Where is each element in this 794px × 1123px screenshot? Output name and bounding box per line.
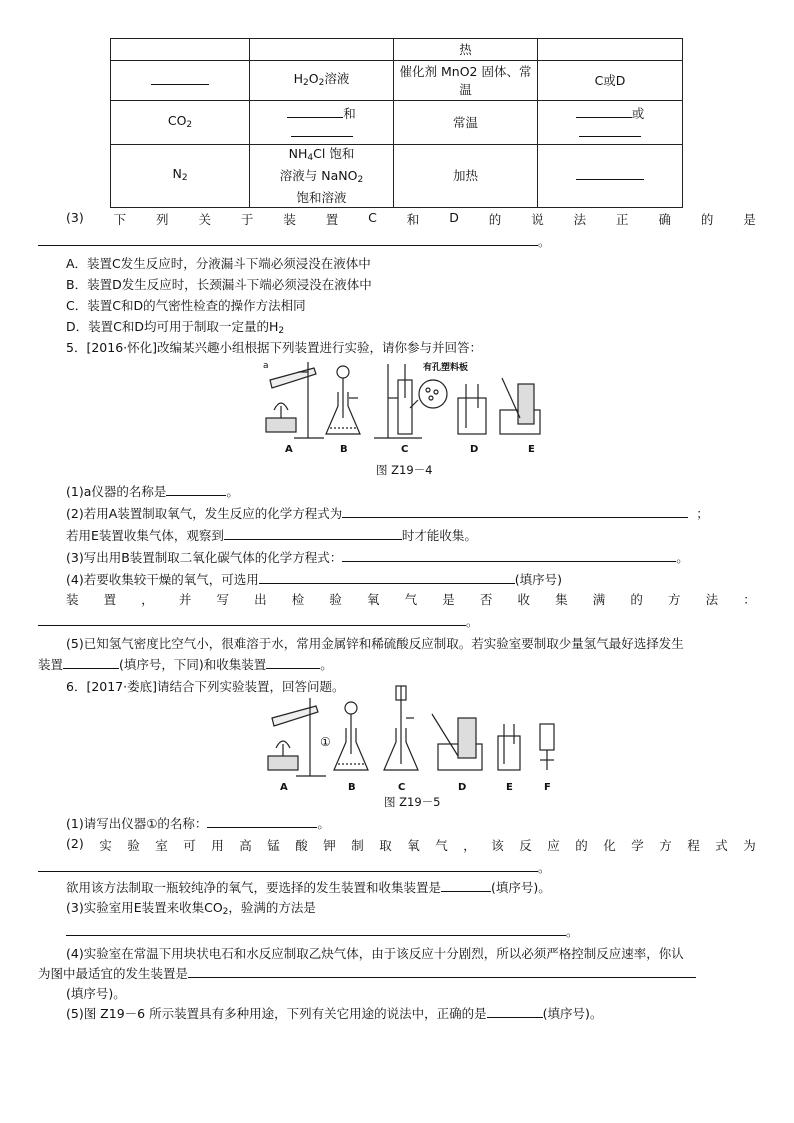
period: 。 [538, 234, 551, 249]
table-cell [250, 61, 394, 101]
table-cell [394, 61, 538, 101]
q5-part2b[interactable] [66, 526, 477, 544]
q5-part4b [66, 590, 756, 608]
stem-char: 置 [103, 592, 117, 607]
apparatus-figure-z19-4 [258, 358, 548, 458]
period: 。 [566, 924, 579, 939]
q6-part3-answer-line[interactable] [66, 922, 579, 940]
q6-part4b[interactable] [38, 964, 696, 982]
table-row [111, 61, 683, 101]
fig-letter: A [285, 444, 293, 455]
stem-char: 实 [99, 838, 112, 853]
stem-char: 的 [575, 838, 588, 853]
stem-char: (3) [66, 210, 84, 225]
stem-char: 满 [592, 592, 606, 607]
stem-char: 用 [211, 838, 224, 853]
fig-letter: E [528, 444, 535, 455]
table-cell[interactable] [538, 101, 683, 145]
stem-char: 法 [573, 212, 587, 227]
stem-char: 氧 [407, 838, 420, 853]
prompt: 若用E装置收集气体，观察到 [66, 528, 224, 543]
stem-char: 反 [519, 838, 532, 853]
stem-char: 方 [668, 592, 681, 607]
q5-part4[interactable] [66, 570, 562, 588]
fig-letter: A [280, 782, 288, 793]
label-instrument-1: ① [320, 735, 331, 749]
nano2-text: 溶液与 NaNO$_2$ [279, 168, 364, 185]
period: 。 [676, 550, 689, 565]
stem-char: 否 [479, 592, 493, 607]
answer-blank[interactable] [111, 61, 250, 101]
fig-letter: D [470, 444, 479, 455]
prompt-mid: (填序号，下同)和收集装置 [119, 657, 267, 672]
stem-char: 置 [325, 212, 339, 227]
fig-letter: D [458, 782, 467, 793]
q5-part2[interactable] [66, 504, 709, 522]
apparatus-d [432, 714, 482, 770]
label-perforated-plate: 有孔塑料板 [423, 363, 469, 373]
q6-part4c: (填序号)。 [66, 986, 126, 1001]
apparatus-e [498, 724, 520, 770]
table-row [111, 101, 683, 145]
stem-char: 制 [351, 838, 364, 853]
stem-char: 验 [329, 592, 342, 607]
apparatus-f [540, 724, 554, 770]
q6-part3: (3)实验室用E装置来收集$CO_2$，验满的方法是 [66, 900, 316, 917]
and-text: 和 [343, 105, 356, 121]
q6-part4: (4)实验室在常温下用块状电石和水反应制取乙炔气体，由于该反应十分剧烈，所以必须严格控制反应速率，你认 [66, 946, 684, 961]
stem-char: 说 [531, 212, 544, 227]
stem-char: 出 [254, 592, 267, 607]
stem-char: 于 [240, 212, 254, 227]
stem-char: 程 [687, 838, 700, 853]
fig-letter: F [544, 782, 551, 793]
stem-char: 列 [156, 212, 169, 227]
label-a: a [263, 361, 269, 371]
table-cell: C或D [538, 61, 683, 101]
stem-char: 正 [616, 212, 629, 227]
stem-char: 是 [442, 592, 455, 607]
stem-char: (2) [66, 836, 84, 851]
stem-char: 锰 [267, 838, 280, 853]
fig-letter: B [348, 782, 356, 793]
q6-part1[interactable] [66, 814, 330, 832]
catalyst-text: 催化剂 MnO2 固体、常 [399, 63, 532, 79]
prompt: 为图中最适宜的发生装置是 [38, 966, 189, 981]
stem-char: 下 [113, 212, 127, 227]
stem-char: 氧 [367, 592, 380, 607]
stem-char: 方 [659, 838, 672, 853]
q3-option-d[interactable]: D．装置C和D均可用于制取一定量的$H_2$ [66, 319, 285, 336]
q3-answer-line[interactable] [38, 232, 551, 250]
stem-char: 验 [127, 838, 140, 853]
stem-char: 关 [198, 212, 211, 227]
stem-char: 式 [715, 838, 728, 853]
prompt: (4)若要收集较干燥的氧气，可选用 [66, 572, 259, 587]
stem-char: 并 [178, 592, 192, 607]
answer-blank[interactable] [538, 145, 683, 208]
apparatus-e [500, 378, 540, 434]
q6-part2 [66, 836, 756, 854]
semicolon: ； [696, 506, 709, 521]
prompt: 装置 [38, 657, 64, 672]
stem-char: 取 [379, 838, 392, 853]
nh4cl-text: $NH_4Cl$ 饱和 [288, 146, 355, 163]
prompt-suffix: (填序号)。 [491, 880, 551, 895]
period: 。 [317, 816, 330, 831]
q6-part2c[interactable] [66, 878, 551, 896]
stem-char: 高 [239, 838, 252, 853]
stem-char: 写 [216, 592, 230, 607]
table-row [111, 39, 683, 61]
figure-caption: 图 Z19－4 [376, 463, 433, 477]
gas-preparation-table [110, 38, 683, 208]
apparatus-d [458, 384, 486, 434]
stem-char: 确 [658, 212, 671, 227]
fig-letter: E [506, 782, 513, 793]
stem-char: 的 [700, 212, 714, 227]
prompt: (1)a仪器的名称是 [66, 484, 167, 499]
fig-letter: B [340, 444, 348, 455]
stem-char: D [449, 210, 459, 225]
stem-char: 应 [547, 838, 560, 853]
stem-char: 酸 [295, 838, 308, 853]
stem-char: 化 [603, 838, 616, 853]
q5-part5: (5)已知氢气密度比空气小，很难溶于水，常用金属锌和稀硫酸反应制取。若实验室要制取少量氢气最好选择发生 [66, 636, 684, 651]
q5-part1[interactable] [66, 482, 239, 500]
prompt: (1)请写出仪器①的名称： [66, 816, 208, 831]
q3-option-c[interactable]: C．装置C和D的气密性检查的操作方法相同 [66, 298, 306, 313]
stem-char: 是 [743, 212, 756, 227]
prompt: (5)图 Z19－6 所示装置具有多种用途，下列有关它用途的说法中，正确的是 [66, 1006, 487, 1021]
apparatus-figure-z19-5 [262, 684, 562, 796]
period: 。 [538, 860, 551, 875]
stem-char: 为 [743, 838, 756, 853]
fig-letter: C [401, 444, 409, 455]
apparatus-c [384, 686, 418, 770]
stem-char: ， [141, 592, 154, 607]
prompt: (2)若用A装置制取氧气，发生反应的化学方程式为 [66, 506, 343, 521]
prompt-suffix: 时才能收集。 [401, 528, 477, 543]
stem-char: 和 [406, 212, 420, 227]
q3-option-a[interactable]: A．装置C发生反应时，分液漏斗下端必须浸没在液体中 [66, 256, 371, 271]
or-text: 或 [631, 105, 645, 121]
stem-char: 收 [517, 592, 531, 607]
stem-char: 装 [66, 592, 79, 607]
stem-char: 气 [404, 592, 418, 607]
table-cell: $CO_2$ [111, 101, 250, 145]
stem-char: ： [743, 592, 756, 607]
stem-char: 气 [435, 838, 448, 853]
q3-option-b[interactable]: B．装置D发生反应时，长颈漏斗下端必须浸没在液体中 [66, 277, 372, 292]
table-cell [250, 145, 394, 208]
period: 。 [320, 657, 333, 672]
stem-char: 钾 [323, 838, 336, 853]
prompt: (3)写出用B装置制取二氧化碳气体的化学方程式： [66, 550, 343, 565]
stem-char: 的 [488, 212, 502, 227]
q6-title: 6．[2017·娄底]请结合下列实验装置，回答问题。 [66, 679, 345, 694]
q5-part4-answer-line[interactable] [38, 612, 479, 630]
stem-char: 检 [291, 592, 305, 607]
fig-letter: C [398, 782, 406, 793]
stem-char: ， [463, 838, 476, 853]
stem-char: 室 [155, 838, 168, 853]
table-row [111, 145, 683, 208]
q6-part5[interactable] [66, 1004, 602, 1022]
stem-char: C [368, 210, 377, 225]
period: 。 [466, 614, 479, 629]
q6-part2-answer-line[interactable] [38, 858, 551, 876]
table-cell: $N_2$ [111, 145, 250, 208]
period: 。 [226, 484, 239, 499]
apparatus-a [268, 698, 326, 776]
q5-part5b[interactable] [38, 655, 333, 673]
apparatus-a [266, 362, 324, 438]
h2o2-text: $H_2O_2$溶液 [293, 70, 350, 88]
catalyst-text-cont: 温 [459, 81, 472, 97]
prompt-suffix: (填序号) [514, 572, 562, 587]
stem-char: 学 [631, 838, 644, 853]
q3-stem [66, 210, 756, 228]
q5-part3[interactable] [66, 548, 689, 566]
stem-char: 装 [283, 212, 296, 227]
q5-title: 5．[2016·怀化]改编某兴趣小组根据下列装置进行实验，请你参与并回答： [66, 340, 482, 355]
stem-char: 的 [630, 592, 643, 607]
table-cell[interactable] [250, 101, 394, 145]
apparatus-b [326, 366, 360, 434]
table-cell: 加热 [394, 145, 538, 208]
figure-caption: 图 Z19－5 [384, 795, 441, 809]
apparatus-b [334, 702, 368, 770]
prompt-suffix: (填序号)。 [542, 1006, 603, 1021]
apparatus-c [374, 364, 447, 438]
stem-char: 可 [183, 838, 196, 853]
table-cell: 常温 [394, 101, 538, 145]
stem-char: 集 [555, 592, 568, 607]
stem-char: 法 [705, 592, 719, 607]
prompt: 欲用该方法制取一瓶较纯净的氧气，要选择的发生装置和收集装置是 [66, 880, 442, 895]
table-cell: 热 [394, 39, 538, 61]
stem-char: 该 [491, 838, 504, 853]
saturated-text: 饱和溶液 [296, 190, 347, 205]
